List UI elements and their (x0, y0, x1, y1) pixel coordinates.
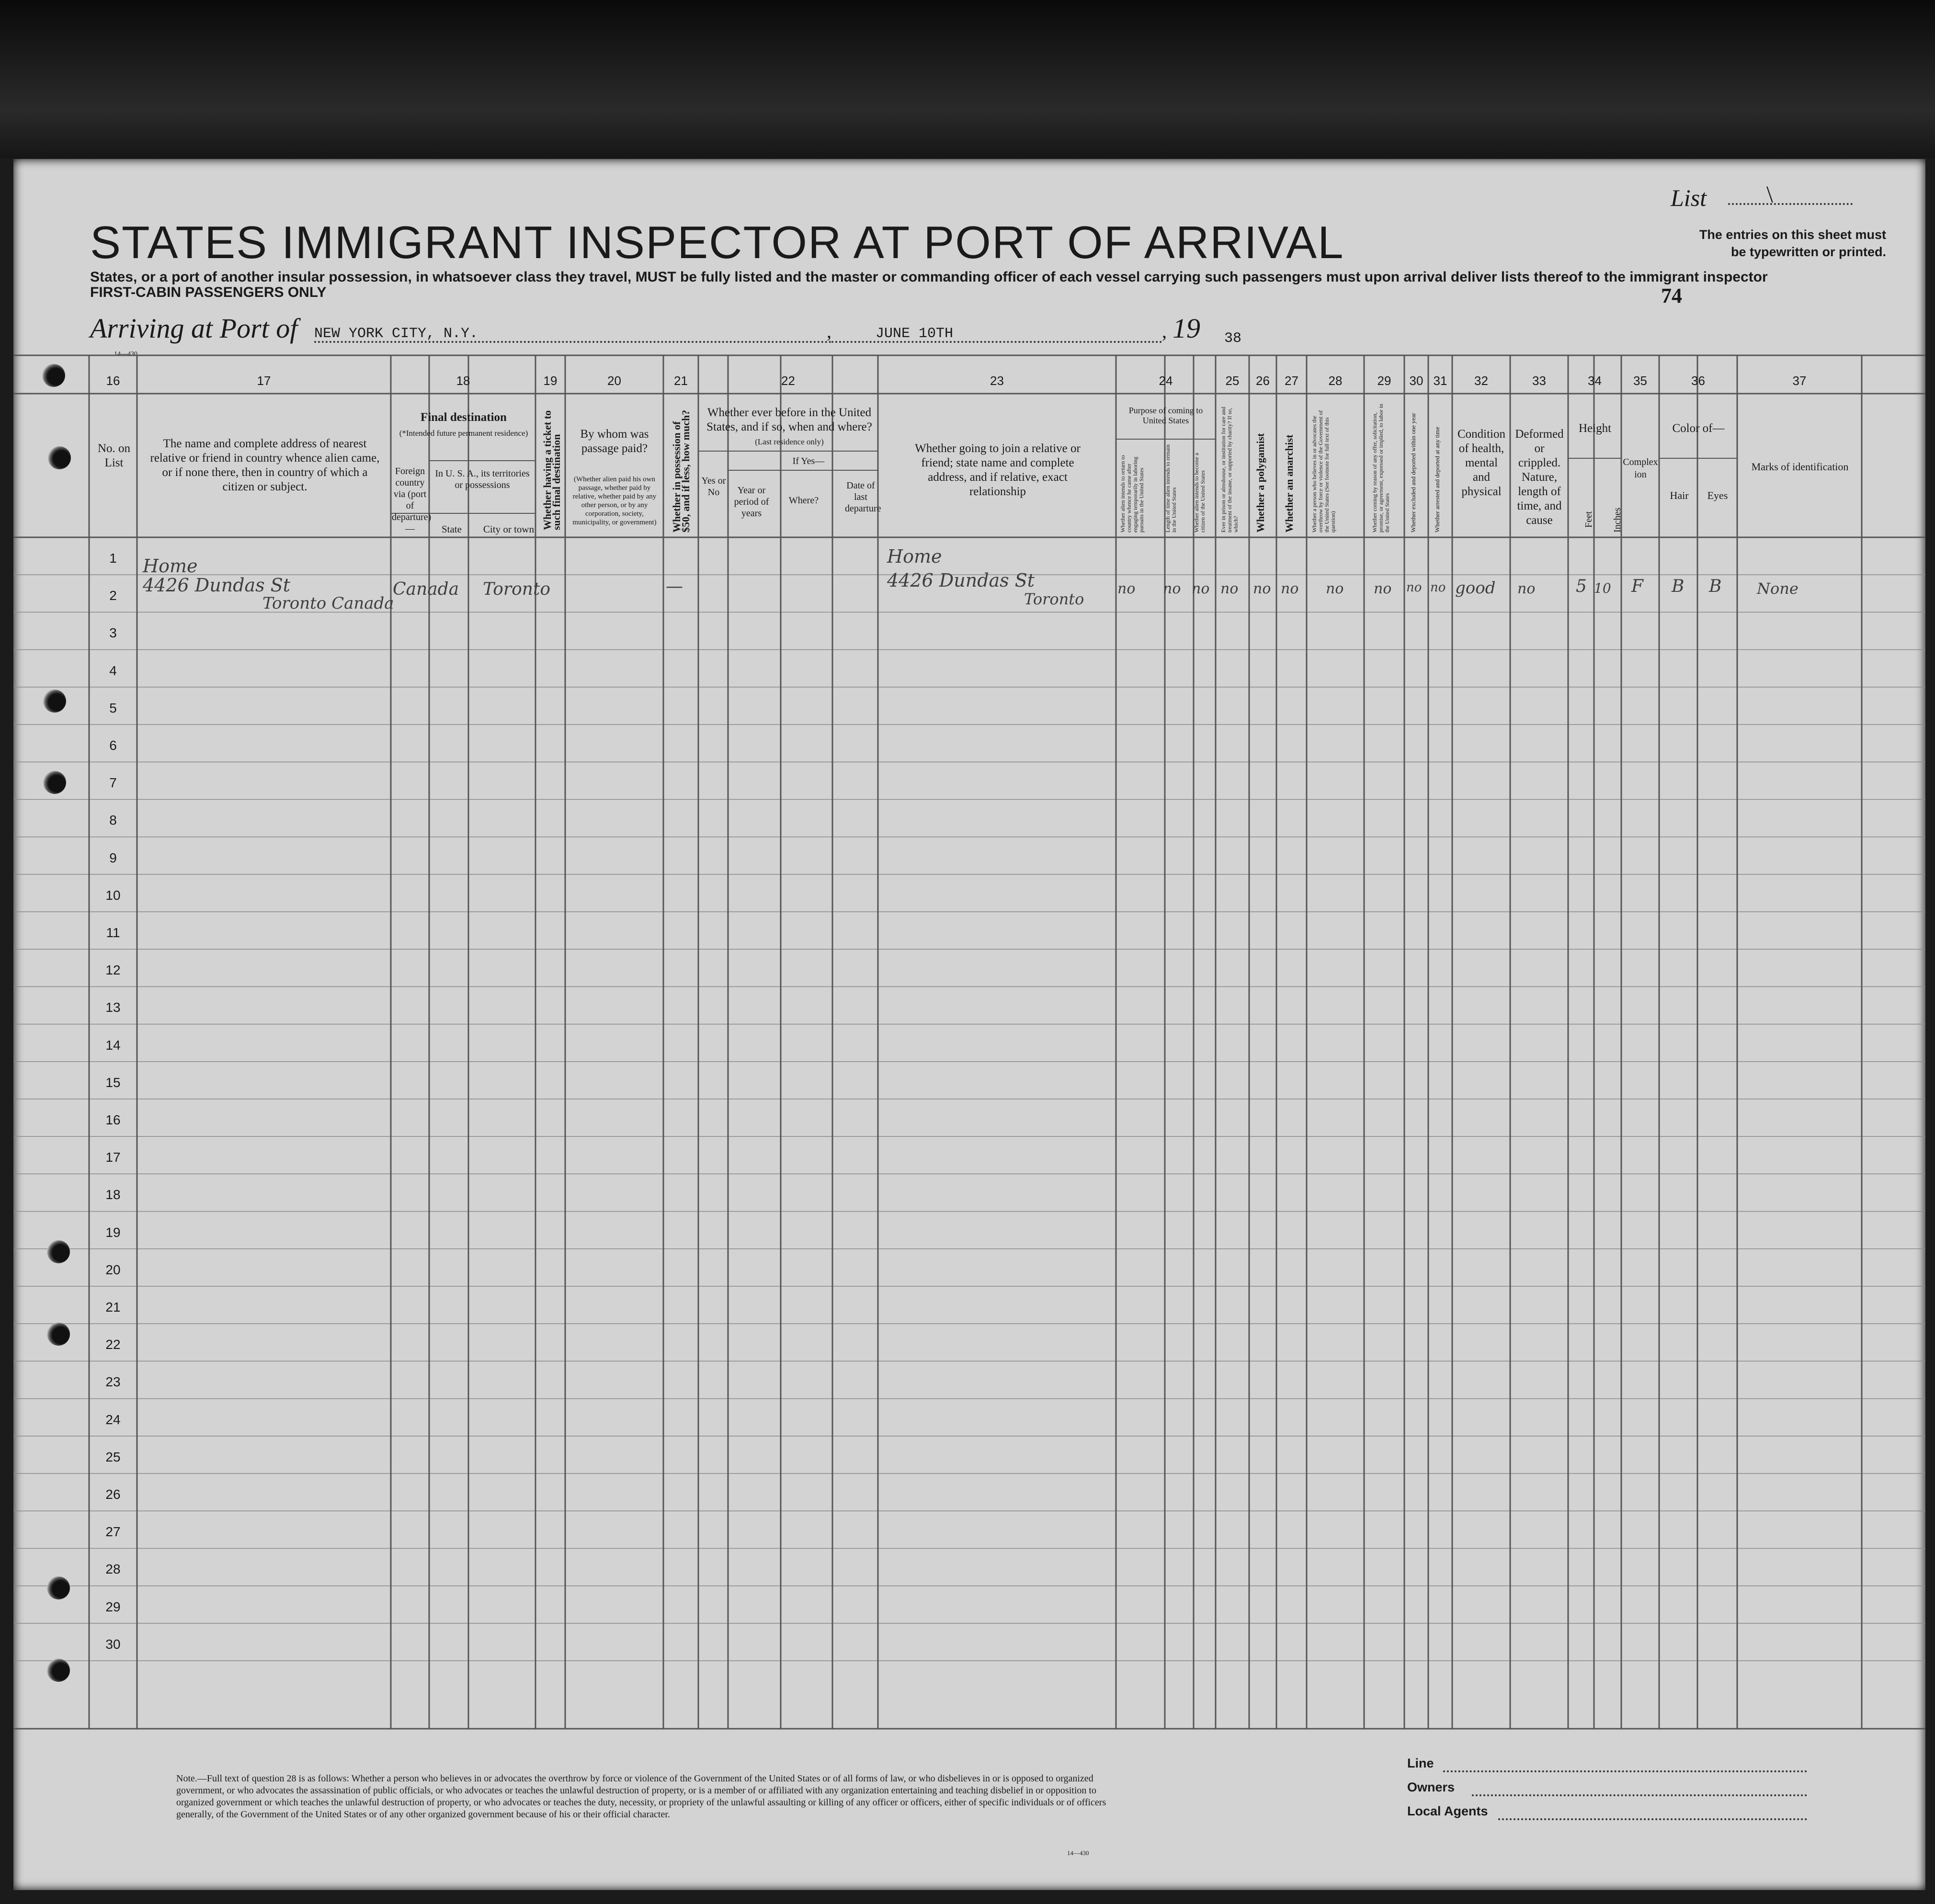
col-22-yesno: Yes or No (701, 476, 726, 498)
row-number: 26 (105, 1487, 121, 1502)
col-num-35: 35 (1633, 374, 1647, 388)
col-36-eyes: Eyes (1707, 489, 1728, 501)
entry-foreign-country: Canada (393, 579, 459, 599)
col-num-19: 19 (543, 374, 558, 388)
col-num-25: 25 (1225, 374, 1240, 388)
col-num-23: 23 (990, 374, 1004, 388)
typewritten-note-2: be typewritten or printed. (1730, 245, 1886, 259)
col-num-32: 32 (1474, 374, 1488, 388)
entry-eyes: B (1709, 577, 1722, 596)
row-number: 7 (109, 775, 117, 791)
entry-join-line1: Home (887, 546, 942, 567)
col-18-state: State (442, 523, 462, 535)
agents-field (1498, 1818, 1807, 1820)
binder-hole (47, 1659, 70, 1682)
col-num-30: 30 (1409, 374, 1423, 388)
col-num-24: 24 (1159, 374, 1173, 388)
entry-c25: no (1220, 580, 1239, 597)
col-num-34: 34 (1588, 374, 1602, 388)
binder-hole (48, 446, 71, 469)
col-29-header: Whether coming by reason of any offer, solicitation, promise, or agreement, expressed or implied, to labor in the United States (1371, 404, 1390, 533)
col-num-36: 36 (1691, 374, 1705, 388)
col-num-21: 21 (674, 374, 688, 388)
port-value: NEW YORK CITY, N.Y. (314, 326, 478, 342)
entry-c32: good (1455, 578, 1496, 598)
col-18-foreign: Foreign country via (port of departure)— (392, 466, 432, 534)
row-number: 28 (105, 1562, 121, 1577)
col-26-header: Whether a polygamist (1254, 433, 1266, 533)
row-number: 12 (105, 963, 121, 978)
col-num-29: 29 (1377, 374, 1391, 388)
entry-c30: no (1406, 580, 1422, 595)
col-18-city: City or town (483, 523, 535, 535)
binder-hole (47, 1240, 70, 1263)
col-24a-header: Whether alien intends to return to country whence he came after engaging temporarily in laboring pursuits in the United States (1119, 455, 1145, 533)
local-agents-label: Local Agents (1407, 1804, 1488, 1818)
row-number: 25 (105, 1449, 121, 1464)
col-num-37: 37 (1792, 374, 1807, 388)
page-title: STATES IMMIGRANT INSPECTOR AT PORT OF ARRIVAL (90, 217, 1344, 268)
entry-inches: 10 (1594, 580, 1611, 596)
col-24b-header: Length of time alien intends to remain in the United States (1164, 444, 1177, 533)
entry-c27: no (1281, 580, 1299, 597)
col-17-header: The name and complete address of nearest relative or friend in country whence alien came, or if none there, then in country of which a citizen or subject. (150, 437, 380, 493)
col-num-33: 33 (1532, 374, 1546, 388)
col-22-year: Year or period of years (734, 485, 769, 519)
row-number: 20 (105, 1262, 121, 1277)
col-22-sub: (Last residence only) (755, 437, 824, 446)
binder-hole (43, 690, 66, 713)
col-num-16: 16 (106, 374, 120, 388)
col-22-title: Whether ever before in the United States, and if so, when and where? (706, 406, 872, 433)
entry-c28: no (1326, 580, 1344, 597)
col-num-27: 27 (1285, 374, 1298, 388)
row-number: 17 (105, 1150, 121, 1165)
col-22-date: Date of last departure (845, 480, 881, 514)
form-number-top: 14—430 (114, 351, 137, 358)
col-25-header: Ever in prison or almshouse, or institution for care and treatment of the insane, or supported by charity? If so, which? (1220, 407, 1239, 533)
entry-c31: no (1430, 580, 1446, 595)
entry-c33: no (1517, 580, 1536, 597)
sheet-number: 74 (1661, 284, 1682, 307)
line-label: Line (1407, 1756, 1434, 1770)
entry-c24c: no (1192, 580, 1210, 597)
row-number: 22 (105, 1337, 121, 1352)
owners-label: Owners (1407, 1780, 1455, 1794)
col-34-title: Height (1578, 422, 1612, 435)
row-number: 14 (105, 1037, 121, 1053)
binder-hole (42, 364, 65, 387)
row-number: 4 (109, 663, 117, 678)
entry-relative-line1: Home (143, 555, 198, 577)
comma-mark: , (827, 320, 831, 342)
table-grid (13, 159, 1925, 1890)
row-number: 11 (106, 925, 120, 940)
row-number: 10 (105, 887, 121, 903)
col-34-inches: Inches (1612, 507, 1623, 533)
arriving-label: Arriving at Port of (90, 313, 298, 344)
row-number: 9 (109, 850, 117, 865)
entry-city: Toronto (483, 579, 551, 599)
row-number: 1 (109, 551, 117, 566)
row-number: 15 (105, 1075, 121, 1090)
binder-hole (47, 1323, 70, 1346)
form-number-bottom: 14—430 (1067, 1849, 1089, 1857)
entry-join-line2: 4426 Dundas St (887, 570, 1035, 591)
col-num-18: 18 (456, 374, 470, 388)
col-37-header: Marks of identification (1751, 461, 1849, 473)
col-23-header: Whether going to join a relative or friend; state name and complete address, and if relative, exact relationship (915, 442, 1081, 498)
row-number: 30 (105, 1636, 121, 1652)
col-20-note: (Whether alien paid his own passage, whether paid by relative, whether paid by any other person, or by any corporation, society, municipality, or government) (572, 476, 657, 526)
row-number: 13 (105, 1000, 121, 1015)
row-number: 2 (109, 588, 117, 603)
binder-hole (47, 1576, 70, 1599)
entry-hair: B (1672, 577, 1685, 596)
col-18-usa: In U. S. A., its territories or possessions (435, 468, 530, 490)
entry-c24b: no (1163, 580, 1181, 597)
row-number: 27 (105, 1524, 121, 1540)
col-21-header: Whether in possession of $50, and if less, how much? (671, 409, 692, 533)
line-field (1443, 1770, 1807, 1772)
col-24-title: Purpose of coming to United States (1128, 406, 1203, 425)
typewritten-note-1: The entries on this sheet must (1699, 227, 1886, 242)
row-number: 5 (109, 700, 117, 715)
year-suffix: 38 (1224, 330, 1242, 347)
row-number: 21 (105, 1300, 121, 1315)
col-28-header: Whether a person who believes in or advocates the overthrow by force or violence of the Government of the United States (See footnote for full text of this question) (1311, 410, 1336, 533)
col-22-ifyes: If Yes— (792, 456, 825, 466)
entry-relative-line2: 4426 Dundas St (143, 575, 291, 596)
film-border (0, 0, 1935, 158)
row-number: 8 (109, 813, 117, 828)
row-number: 3 (109, 625, 117, 641)
list-label: List (1671, 184, 1707, 211)
entry-relative-line3: Toronto Canada (262, 594, 394, 613)
col-27-header: Whether an anarchist (1283, 434, 1295, 533)
comma-mark-2: , (1162, 320, 1167, 342)
col-18-sub: (*Intended future permanent residence) (399, 429, 528, 438)
entry-feet: 5 (1576, 577, 1587, 596)
row-number: 16 (105, 1112, 121, 1127)
col-16-header: No. on List (97, 442, 131, 469)
row-number: 6 (109, 738, 117, 753)
col-22-where: Where? (788, 495, 819, 506)
entry-marks: None (1757, 579, 1798, 598)
class-line: FIRST-CABIN PASSENGERS ONLY (90, 284, 327, 300)
entry-c24a: no (1117, 580, 1136, 597)
col-34-feet: Feet (1583, 511, 1594, 528)
col-num-17: 17 (257, 374, 271, 388)
row-number: 23 (105, 1374, 121, 1390)
col-20-title: By whom was passage paid? (580, 428, 649, 455)
owners-field (1472, 1794, 1807, 1796)
col-num-28: 28 (1328, 374, 1343, 388)
row-number: 19 (105, 1224, 121, 1240)
row-number: 29 (105, 1599, 121, 1614)
col-num-22: 22 (781, 374, 795, 388)
row-number: 24 (105, 1412, 121, 1427)
footnote-q28: Note.—Full text of question 28 is as follows: Whether a person who believes in or advocates the overthrow by force or violence of the Government of the United States or of all forms of law, or who disbelieves in or is opposed to organized government, or who advocates the assassination of public officials, or who advocates or teaches the unlawful destruction of property, or is a member of or affiliated with any organization entertaining and teaching disbelief in or opposition to organized government or which teaches the unlawful destruction of property, or who advocates or teaches the duty, necessity, or propriety of the unlawful assaulting or killing of any officer or officers, either of specific individuals or of officers generally, of the Government of the United States or of any other organized government because of his or their official character. (176, 1773, 1106, 1820)
col-num-20: 20 (607, 374, 621, 388)
col-33-header: Deformed or crippled. Nature, length of time, and cause (1515, 428, 1564, 527)
entry-complexion: F (1631, 577, 1643, 596)
binder-hole (43, 771, 66, 794)
entry-c26: no (1253, 580, 1271, 597)
col-36-hair: Hair (1670, 489, 1689, 501)
col-36-title: Color of— (1672, 422, 1725, 435)
col-num-31: 31 (1433, 374, 1447, 388)
list-value: \ (1766, 181, 1773, 207)
date-value: JUNE 10TH (876, 326, 954, 342)
row-number: 18 (105, 1187, 121, 1202)
entry-join-line3: Toronto (1024, 590, 1084, 608)
col-19-header: Whether having a ticket to such final destination (541, 410, 562, 530)
col-num-26: 26 (1256, 374, 1270, 388)
col-30-header: Whether excluded and deported within one year (1410, 413, 1417, 533)
year-prefix: 19 (1172, 313, 1200, 344)
col-24c-header: Whether alien intends to become a citizen of the United States (1193, 453, 1206, 533)
col-35-header: Complexion (1623, 457, 1658, 480)
col-31-header: Whether arrested and deported at any time (1434, 427, 1441, 533)
entry-money: — (666, 577, 683, 596)
col-32-header: Condition of health, mental and physical (1457, 428, 1505, 498)
manifest-sheet (13, 159, 1925, 1890)
entry-c29: no (1374, 580, 1392, 597)
col-18-title: Final destination (421, 411, 507, 424)
instructions-text: States, or a port of another insular possession, in whatsoever class they travel, MUST be fully listed and the master or commanding officer of each vessel carrying such passengers must upon arrival deliver lists thereof to the immigrant inspector (90, 269, 1768, 285)
